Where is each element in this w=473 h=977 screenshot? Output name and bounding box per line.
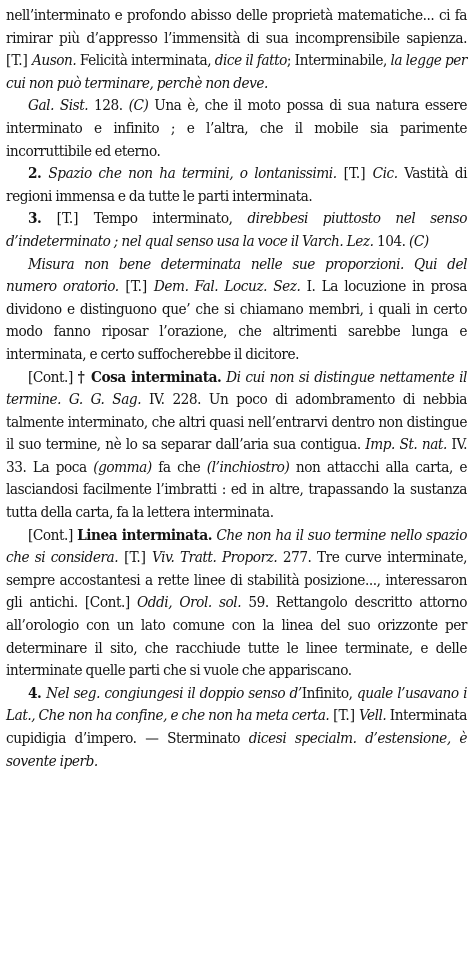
- source-marker: [T.]: [329, 706, 359, 725]
- bold-heading: † Cosa interminata.: [77, 367, 222, 386]
- italic-text: Oddi, Orol. sol.: [136, 593, 242, 612]
- body-text: Felicità interminata,: [76, 51, 215, 70]
- italic-text: Cic.: [372, 164, 398, 183]
- bold-heading: 2.: [28, 164, 49, 183]
- bold-heading: 4.: [28, 683, 47, 702]
- italic-text: Spazio che non ha termini, o lontanissimi.: [48, 164, 337, 183]
- entry-paragraph-misura: [6, 253, 467, 366]
- entry-paragraph-sense-4: [6, 682, 467, 772]
- entry-paragraph-sense-2: [6, 162, 467, 207]
- body-text: Vastità di regioni immensa e da tutte le parti interminata.: [6, 164, 467, 205]
- entry-paragraph-galileo: [6, 94, 467, 162]
- italic-text: Misura non bene determinata nelle sue proporzioni. Qui del numero oratorio.: [6, 254, 467, 296]
- body-text: Interminata cupidigia d’impero. — Sterminato: [6, 706, 467, 747]
- body-text: Tempo interminato,: [93, 209, 248, 228]
- italic-text: Vell.: [358, 706, 387, 725]
- body-text: nell’interminato e profondo abisso delle proprietà matematiche... ci fa rimirar più d’appresso l’immensità di sua incomprensibile sapienza.: [6, 6, 467, 47]
- body-text: 128.: [88, 96, 129, 115]
- bold-heading: Linea interminata.: [77, 525, 213, 544]
- body-text: [Cont.]: [28, 525, 78, 544]
- body-text: 104.: [373, 231, 409, 250]
- entry-paragraph-cosa: [6, 366, 467, 524]
- entry-paragraph-intro: [6, 4, 467, 94]
- body-text: IV. 33. La poca: [6, 435, 467, 476]
- italic-text: dicesi specialm. d’estensione, è sovente iperb.: [6, 729, 467, 770]
- italic-text: quale l’usavano i Lat., Che non ha confine, e che non ha meta certa.: [6, 683, 467, 725]
- source-marker: [T.]: [336, 164, 373, 183]
- italic-text: (l’inchiostro): [206, 457, 290, 476]
- italic-text: (C): [408, 231, 429, 250]
- body-text: Una è, che il moto possa di sua natura essere interminato e infinito ; e l’altra, che il mobile sia parimente incorruttibile ed eterno.: [6, 96, 468, 160]
- body-text: 277. Tre curve interminate, sempre accostantesi a rette linee di stabilità posizione..., interessaron gli antichi. [Cont.]: [6, 548, 468, 612]
- italic-text: Nel seg. congiungesi il doppio senso d’: [46, 683, 302, 702]
- body-text: 59. Rettangolo descritto attorno all’orologio con un lato comune con la linea del suo orizzonte per determinare il sito, che racchiude tutte le linee terminate, e delle interminate quelle parti che si vuole che appariscano.: [6, 593, 468, 680]
- italic-text: Auson.: [31, 51, 77, 70]
- italic-text: Dem. Fal. Locuz. Sez.: [153, 277, 301, 296]
- body-text: IV. 228. Un poco di adombramento di nebbia talmente interminato, che altri quasi nell’entrarvi dentro non distingue il suo termine, nè lo sa separar dall’aria sua contigua.: [6, 390, 468, 454]
- source-marker: [T.]: [118, 548, 152, 567]
- italic-text: la legge per cui non può terminare, perchè non deve.: [6, 51, 468, 92]
- body-text: fa che: [151, 457, 207, 476]
- italic-text: dice il fatto: [214, 51, 287, 70]
- italic-text: Gal. Sist.: [28, 96, 89, 115]
- entry-paragraph-sense-3: [6, 207, 467, 252]
- italic-text: (gomma): [93, 457, 152, 476]
- body-text: non attacchi alla carta, e lasciandosi facilmente l’imbratti : ed in altre, trapassando la sustanza tutta della carta, fa la lettera interminata.: [6, 457, 467, 522]
- source-marker: [T.]: [6, 51, 32, 70]
- bold-heading: 3.: [28, 209, 57, 228]
- italic-text: direbbesi piuttosto nel senso d’indeterminato ; nel qual senso usa la voce il Varch. Lez.: [6, 209, 467, 250]
- source-marker: [T.]: [56, 209, 94, 228]
- italic-text: Di cui non si distingue nettamente il termine. G. G. Sag.: [6, 367, 467, 409]
- body-text: Infinito,: [301, 683, 357, 702]
- body-text: I. La locuzione in prosa dividono e distinguono que’ che si chiamano membri, i quali in certo modo fanno riposar l’orazione, che altrimenti sarebbe lunga e interminata, e certo suffocherebbe il dicitore.: [6, 277, 467, 363]
- italic-text: Viv. Tratt. Proporz.: [152, 548, 278, 567]
- entry-paragraph-linea: [6, 524, 467, 682]
- body-text: [Cont.]: [28, 367, 78, 386]
- italic-text: Imp. St. nat.: [365, 435, 447, 454]
- body-text: ; Interminabile,: [286, 51, 391, 70]
- italic-text: Che non ha il suo termine nello spazio che si considera.: [6, 525, 467, 567]
- source-marker: [T.]: [118, 277, 154, 296]
- italic-text: (C): [128, 96, 149, 115]
